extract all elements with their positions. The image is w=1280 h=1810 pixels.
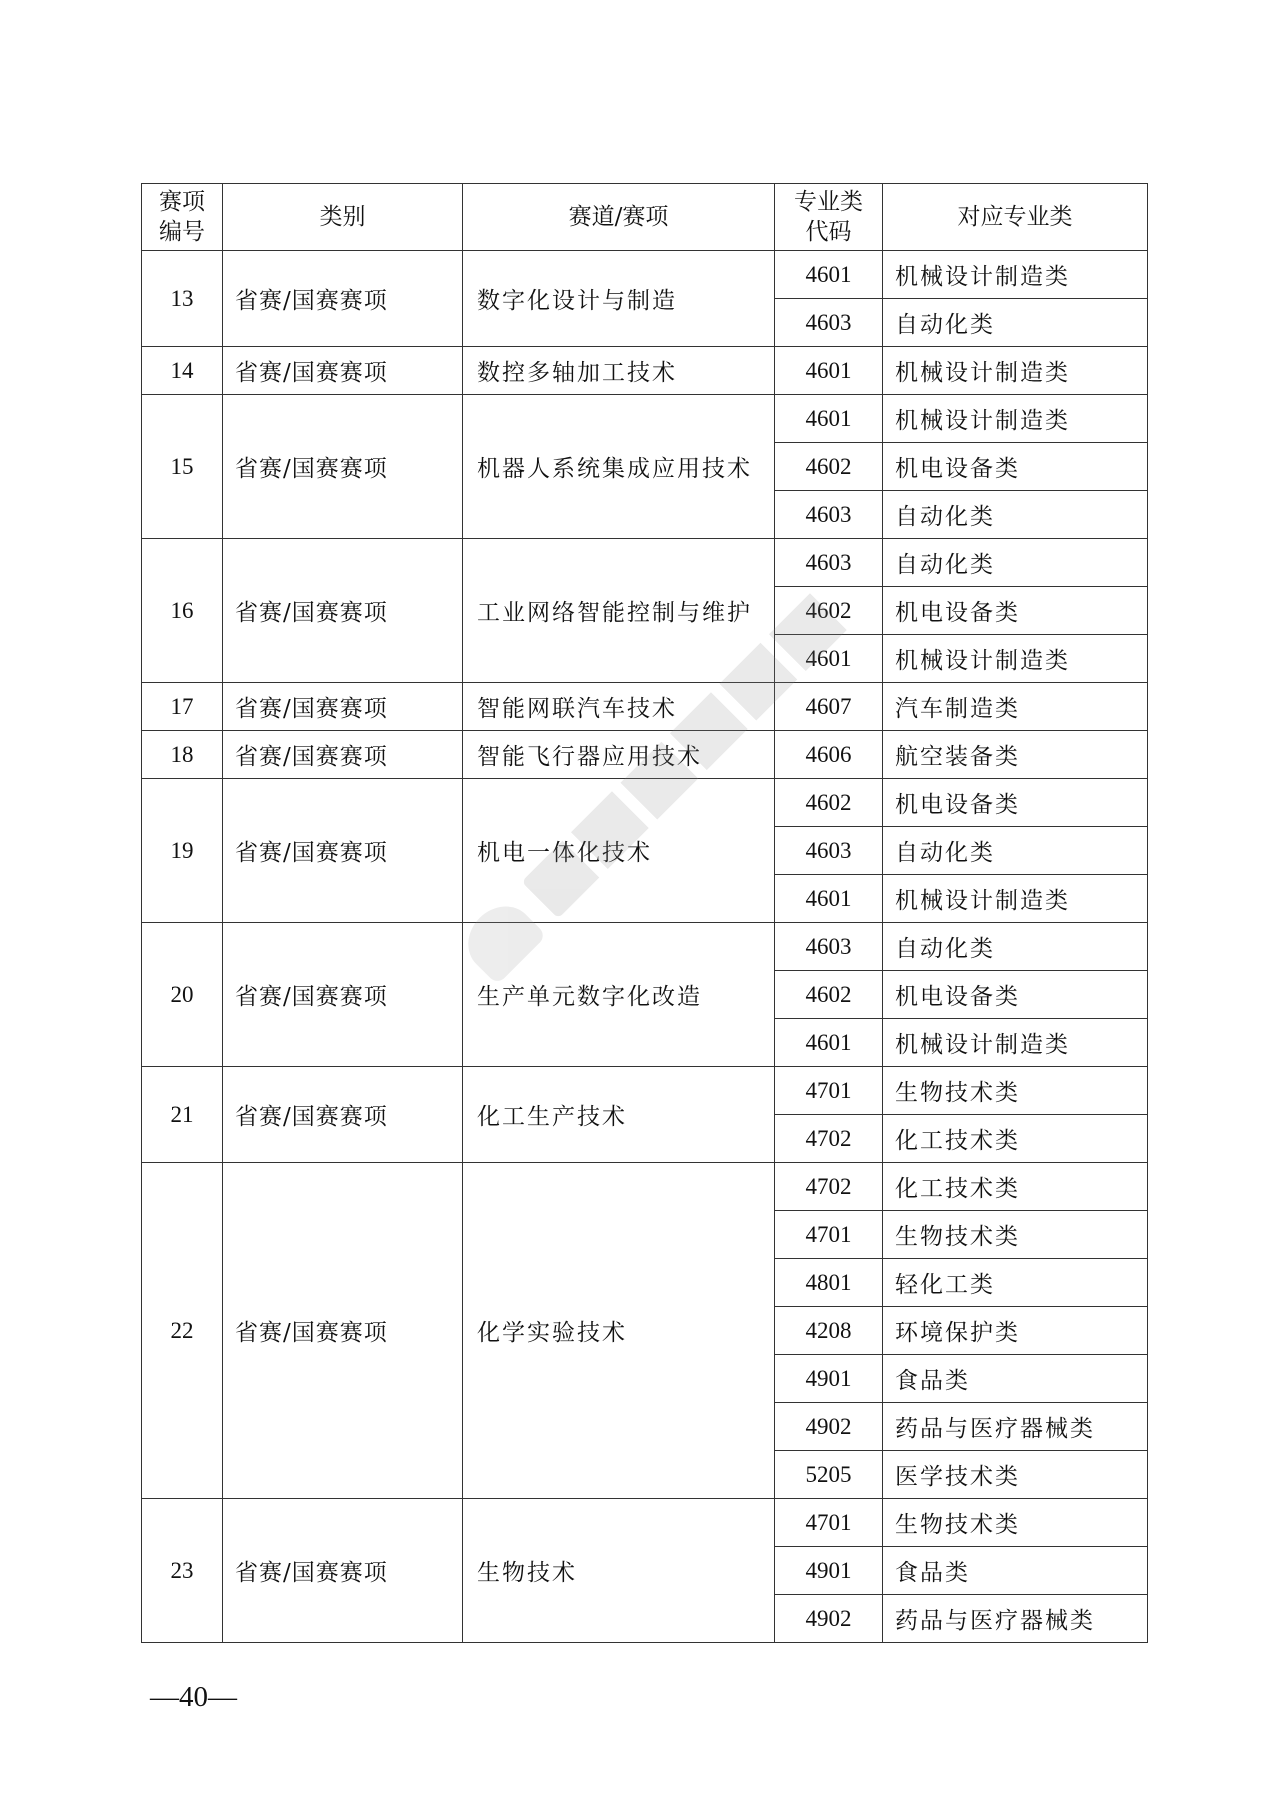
cell-code: 4602 [775, 779, 883, 827]
cell-category: 省赛/国赛赛项 [223, 347, 463, 395]
cell-code: 4602 [775, 443, 883, 491]
cell-event: 数控多轴加工技术 [463, 347, 775, 395]
cell-code: 4607 [775, 683, 883, 731]
cell-major: 自动化类 [883, 491, 1148, 539]
cell-major: 机械设计制造类 [883, 1019, 1148, 1067]
cell-event: 机器人系统集成应用技术 [463, 395, 775, 539]
cell-event: 数字化设计与制造 [463, 251, 775, 347]
cell-category: 省赛/国赛赛项 [223, 731, 463, 779]
cell-major: 机电设备类 [883, 779, 1148, 827]
cell-major: 机电设备类 [883, 971, 1148, 1019]
header-code-text: 专业类代码 [794, 189, 863, 245]
cell-code: 4601 [775, 875, 883, 923]
table-row [142, 1067, 1148, 1115]
table-row [142, 395, 1148, 443]
cell-major: 食品类 [883, 1355, 1148, 1403]
table-row [142, 347, 1148, 395]
cell-category: 省赛/国赛赛项 [223, 923, 463, 1067]
table-row [142, 779, 1148, 827]
cell-major: 机械设计制造类 [883, 395, 1148, 443]
cell-no: 16 [142, 539, 223, 683]
cell-major: 机械设计制造类 [883, 347, 1148, 395]
cell-code: 4902 [775, 1595, 883, 1643]
cell-major: 机电设备类 [883, 443, 1148, 491]
header-no-text: 赛项编号 [159, 189, 205, 245]
cell-no: 14 [142, 347, 223, 395]
cell-code: 4606 [775, 731, 883, 779]
cell-no: 22 [142, 1163, 223, 1499]
cell-event: 工业网络智能控制与维护 [463, 539, 775, 683]
cell-event: 化学实验技术 [463, 1163, 775, 1499]
cell-major: 自动化类 [883, 923, 1148, 971]
cell-no: 13 [142, 251, 223, 347]
cell-major: 食品类 [883, 1547, 1148, 1595]
cell-category: 省赛/国赛赛项 [223, 683, 463, 731]
cell-major: 药品与医疗器械类 [883, 1403, 1148, 1451]
cell-major: 环境保护类 [883, 1307, 1148, 1355]
cell-code: 4701 [775, 1499, 883, 1547]
cell-code: 4603 [775, 491, 883, 539]
cell-code: 4603 [775, 923, 883, 971]
table-row [142, 731, 1148, 779]
cell-major: 自动化类 [883, 827, 1148, 875]
cell-major: 自动化类 [883, 539, 1148, 587]
cell-no: 17 [142, 683, 223, 731]
cell-code: 4601 [775, 395, 883, 443]
table-header-row [142, 184, 1148, 251]
cell-code: 4603 [775, 539, 883, 587]
cell-code: 4601 [775, 251, 883, 299]
cell-code: 4901 [775, 1355, 883, 1403]
table-row [142, 1163, 1148, 1211]
cell-major: 化工技术类 [883, 1163, 1148, 1211]
cell-code: 4601 [775, 347, 883, 395]
cell-major: 汽车制造类 [883, 683, 1148, 731]
header-code [775, 184, 883, 251]
header-category: 类别 [223, 184, 463, 251]
cell-category: 省赛/国赛赛项 [223, 1067, 463, 1163]
cell-code: 4208 [775, 1307, 883, 1355]
cell-major: 生物技术类 [883, 1067, 1148, 1115]
cell-major: 生物技术类 [883, 1499, 1148, 1547]
header-no [142, 184, 223, 251]
cell-no: 21 [142, 1067, 223, 1163]
table-row [142, 539, 1148, 587]
cell-no: 15 [142, 395, 223, 539]
cell-event: 智能飞行器应用技术 [463, 731, 775, 779]
cell-code: 5205 [775, 1451, 883, 1499]
cell-major: 医学技术类 [883, 1451, 1148, 1499]
cell-major: 机械设计制造类 [883, 635, 1148, 683]
cell-category: 省赛/国赛赛项 [223, 539, 463, 683]
cell-major: 药品与医疗器械类 [883, 1595, 1148, 1643]
cell-code: 4603 [775, 299, 883, 347]
table-body [142, 251, 1148, 1643]
cell-code: 4701 [775, 1211, 883, 1259]
cell-category: 省赛/国赛赛项 [223, 779, 463, 923]
cell-code: 4901 [775, 1547, 883, 1595]
cell-event: 智能网联汽车技术 [463, 683, 775, 731]
cell-event: 机电一体化技术 [463, 779, 775, 923]
cell-major: 化工技术类 [883, 1115, 1148, 1163]
cell-code: 4601 [775, 635, 883, 683]
cell-code: 4601 [775, 1019, 883, 1067]
cell-major: 机械设计制造类 [883, 875, 1148, 923]
header-event: 赛道/赛项 [463, 184, 775, 251]
table-row [142, 923, 1148, 971]
cell-major: 轻化工类 [883, 1259, 1148, 1307]
cell-no: 19 [142, 779, 223, 923]
cell-code: 4602 [775, 587, 883, 635]
cell-category: 省赛/国赛赛项 [223, 1163, 463, 1499]
table-row [142, 683, 1148, 731]
cell-event: 生物技术 [463, 1499, 775, 1643]
cell-category: 省赛/国赛赛项 [223, 1499, 463, 1643]
competition-table [141, 183, 1148, 1643]
cell-major: 自动化类 [883, 299, 1148, 347]
header-major: 对应专业类 [883, 184, 1148, 251]
cell-no: 18 [142, 731, 223, 779]
cell-code: 4702 [775, 1115, 883, 1163]
cell-code: 4602 [775, 971, 883, 1019]
cell-no: 23 [142, 1499, 223, 1643]
cell-code: 4701 [775, 1067, 883, 1115]
cell-category: 省赛/国赛赛项 [223, 251, 463, 347]
cell-no: 20 [142, 923, 223, 1067]
cell-code: 4603 [775, 827, 883, 875]
cell-major: 机电设备类 [883, 587, 1148, 635]
table-row [142, 251, 1148, 299]
cell-major: 生物技术类 [883, 1211, 1148, 1259]
cell-event: 生产单元数字化改造 [463, 923, 775, 1067]
cell-event: 化工生产技术 [463, 1067, 775, 1163]
cell-major: 航空装备类 [883, 731, 1148, 779]
cell-code: 4902 [775, 1403, 883, 1451]
cell-major: 机械设计制造类 [883, 251, 1148, 299]
page-number: —40— [150, 1681, 237, 1713]
cell-code: 4801 [775, 1259, 883, 1307]
cell-code: 4702 [775, 1163, 883, 1211]
cell-category: 省赛/国赛赛项 [223, 395, 463, 539]
table-row [142, 1499, 1148, 1547]
